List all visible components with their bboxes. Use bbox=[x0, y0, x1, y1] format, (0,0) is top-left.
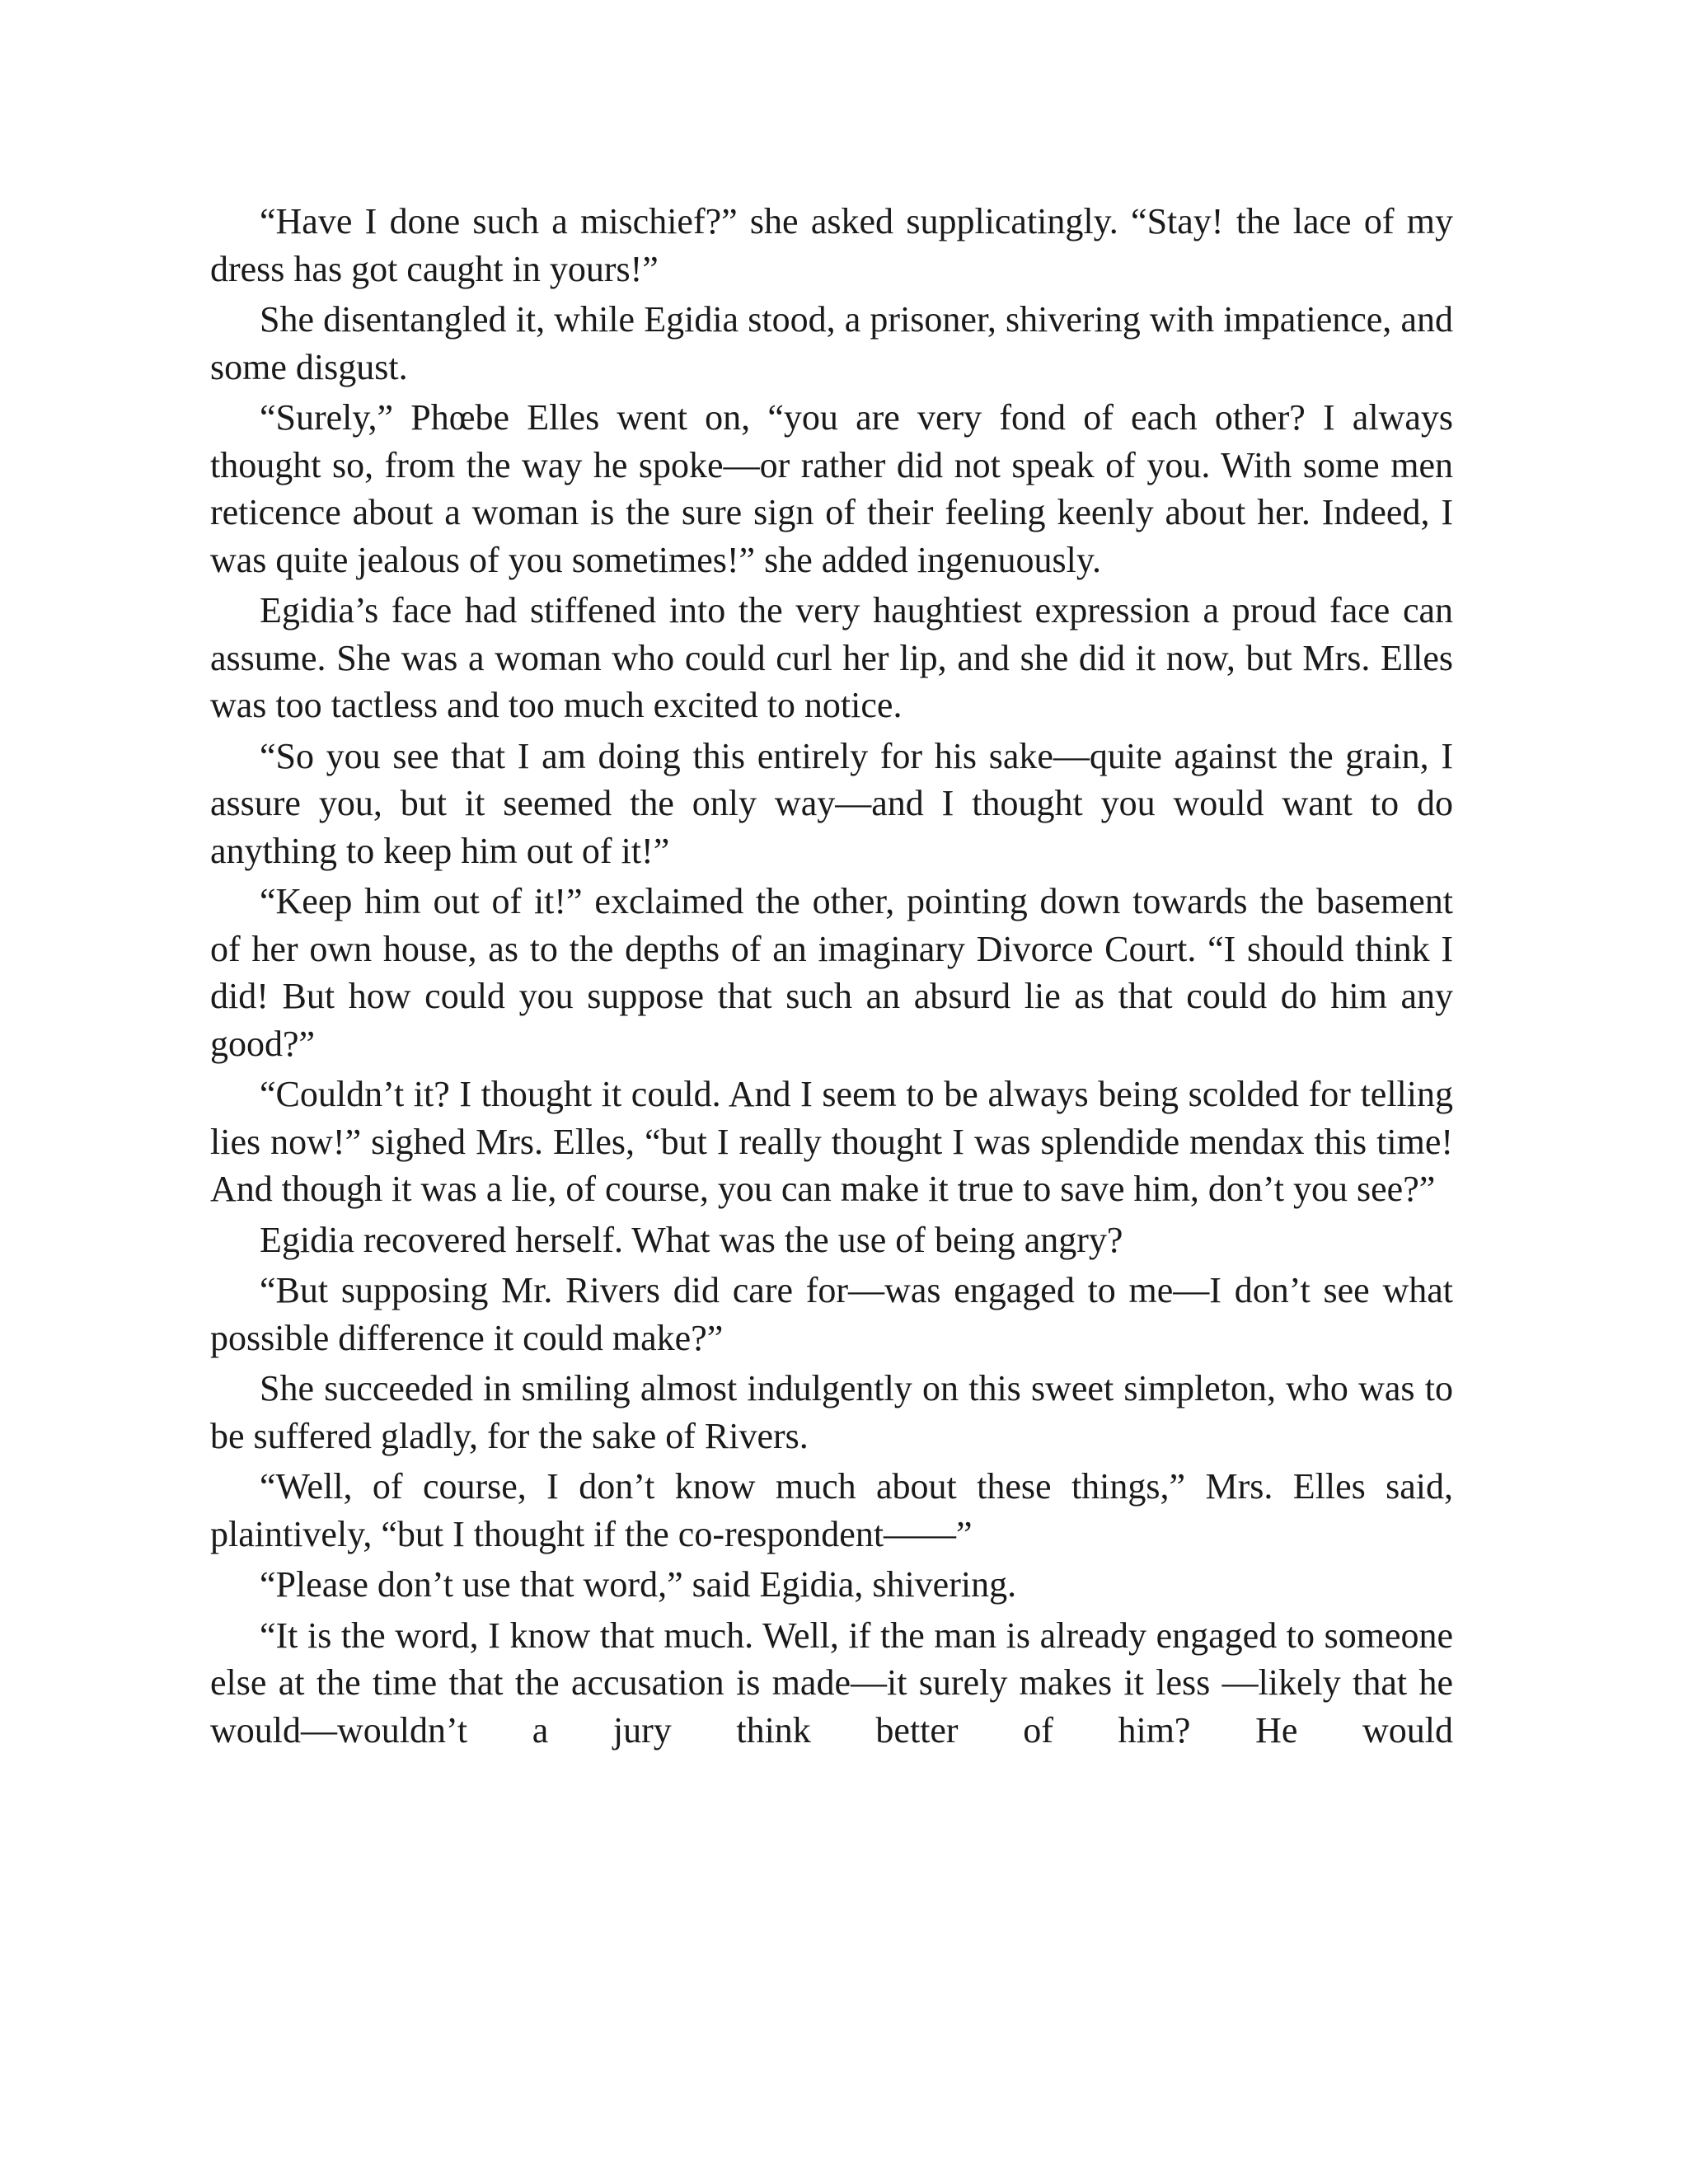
paragraph: “But supposing Mr. Rivers did care for—was engaged to me—I don’t see what possible difference it could make?” bbox=[210, 1270, 1453, 1358]
paragraph: Egidia recovered herself. What was the use of being angry? bbox=[260, 1219, 1123, 1260]
paragraph: She succeeded in smiling almost indulgently on this sweet simpleton, who was to be suffered gladly, for the sake of Rivers. bbox=[210, 1368, 1453, 1456]
paragraph: “Keep him out of it!” exclaimed the other, pointing down towards the basement of her own house, as to the depths of an imaginary Divorce Court. “I should think I did! But how could you suppose that such an absurd lie as that could do him any good?” bbox=[210, 881, 1453, 1064]
body-text bbox=[210, 198, 1453, 1757]
paragraph: “Well, of course, I don’t know much about these things,” Mrs. Elles said, plaintively, “but I thought if the co-respondent——” bbox=[210, 1466, 1453, 1554]
paragraph: “Surely,” Phœbe Elles went on, “you are very fond of each other? I always thought so, from the way he spoke—or rather did not speak of you. With some men reticence about a woman is the sure sign of their feeling keenly about her. Indeed, I was quite jealous of you sometimes!” she added ingenuously. bbox=[210, 397, 1453, 580]
paragraph: “So you see that I am doing this entirely for his sake—quite against the grain, I assure you, but it seemed the only way—and I thought you would want to do anything to keep him out of it!” bbox=[210, 735, 1453, 871]
paragraph: “It is the word, I know that much. Well, if the man is already engaged to someone else at the time that the accusation is made—it surely makes it less —likely that he would—wouldn’t a jury think better of him? He would bbox=[210, 1615, 1453, 1750]
paragraph: She disentangled it, while Egidia stood, a prisoner, shivering with impatience, and some disgust. bbox=[210, 299, 1453, 387]
paragraph: Egidia’s face had stiffened into the very haughtiest expression a proud face can assume. She was a woman who could curl her lip, and she did it now, but Mrs. Elles was too tactless and too much excited to notice. bbox=[210, 590, 1453, 725]
paragraph: “Have I done such a mischief?” she asked supplicatingly. “Stay! the lace of my dress has got caught in yours!” bbox=[210, 201, 1453, 289]
paragraph: “Couldn’t it? I thought it could. And I seem to be always being scolded for telling lies now!” sighed Mrs. Elles, “but I really thought I was splendide mendax this time! And though it was a lie, of course, you can make it true to save him, don’t you see?” bbox=[210, 1074, 1453, 1209]
paragraph: “Please don’t use that word,” said Egidia, shivering. bbox=[260, 1564, 1017, 1605]
